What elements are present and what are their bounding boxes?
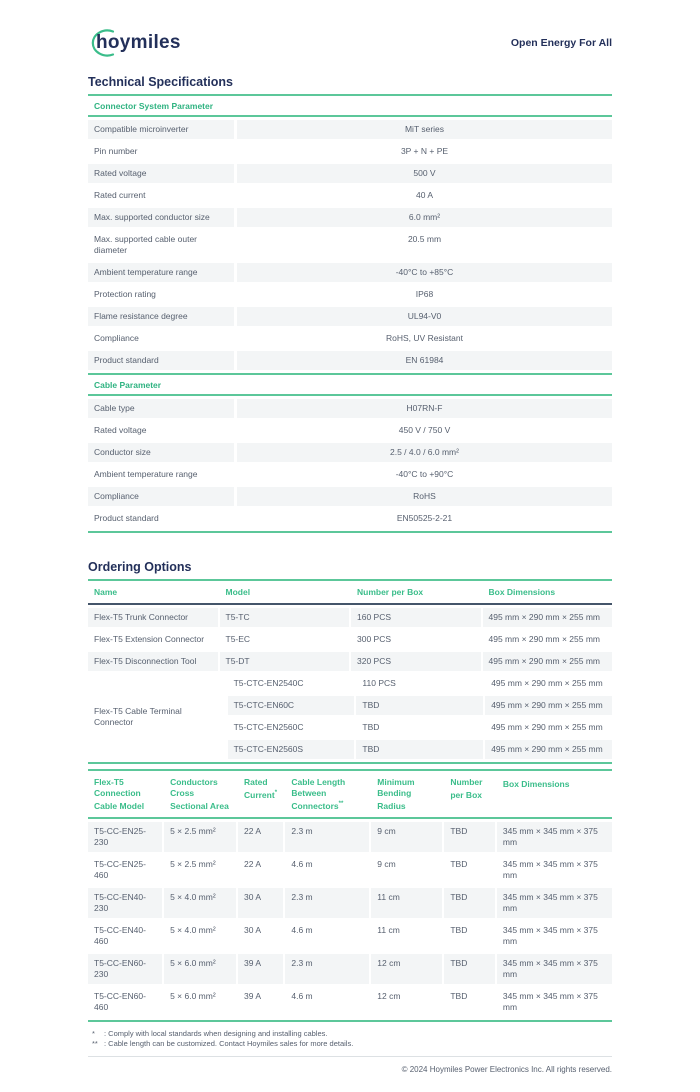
cell: TBD [444,954,495,984]
cell-name-merged: Flex-T5 Cable Terminal Connector [94,705,182,727]
spec-label: Conductor size [88,443,234,462]
cell: T5-CC-EN40-230 [88,888,162,918]
column-header-min-bending-radius: Minimum Bending Radius [377,777,415,811]
cell: 30 A [238,888,283,918]
page-header [88,26,612,60]
cell: 11 cm [371,888,442,918]
copyright-text: © 2024 Hoymiles Power Electronics Inc. All rights reserved. [401,1064,612,1074]
table-row [228,718,612,737]
cell: TBD [450,858,468,869]
spec-value: IP68 [415,289,434,299]
tech-specs-heading: Technical Specifications [88,75,233,89]
spec-row [88,307,612,326]
table-row [228,696,612,715]
spec-value: 3P + N + PE [400,146,449,156]
spec-row [88,509,612,528]
ordering-table-connection-cables [88,769,612,1022]
cell: TBD [450,990,468,1001]
spec-label: Cable type [88,399,234,418]
cell: 4.6 m [291,990,313,1001]
cell: 345 mm × 345 mm × 375 mm [497,822,612,852]
cell-model: T5-TC [220,608,350,627]
cell: 2.3 m [285,822,369,852]
cell-model: T5-DT [220,652,350,671]
cell: 39 A [238,954,283,984]
spec-label: Product standard [88,351,234,370]
table-row [88,987,612,1017]
table-row [88,888,612,918]
spec-row [88,487,612,506]
spec-value: MiT series [237,120,612,139]
cell: 5 × 2.5 mm² [164,822,236,852]
spec-value: RoHS [237,487,612,506]
spec-row [88,263,612,282]
column-header-number-per-box: Number per Box [450,777,483,800]
spec-row [88,208,612,227]
spec-value: 6.0 mm² [237,208,612,227]
cell-model: T5-CTC-EN2560S [228,740,355,759]
cell-qty: TBD [356,740,483,759]
footnote [88,1029,612,1039]
spec-label: Compliance [88,487,234,506]
spec-label: Rated current [94,190,146,200]
cell: T5-CC-EN25-230 [88,822,162,852]
table-row [88,822,612,852]
cell-dims: 495 mm × 290 mm × 255 mm [491,722,603,732]
table-row [88,652,612,671]
spec-value: -40°C to +85°C [237,263,612,282]
cell: 39 A [243,990,262,1001]
cell-qty: 160 PCS [351,608,481,627]
spec-row [88,443,612,462]
spec-value: 500 V [237,164,612,183]
section-header-connector: Connector System Parameter [88,94,612,117]
cell: 9 cm [377,858,396,869]
spec-value: 40 A [415,190,434,200]
spec-label: Protection rating [94,289,156,299]
cell: 5 × 6.0 mm² [164,954,236,984]
spec-row [88,285,612,304]
cell-name: Flex-T5 Disconnection Tool [88,652,218,671]
cell-dims: 495 mm × 290 mm × 255 mm [485,740,612,759]
column-header-model: Model [225,587,251,597]
spec-label: Max. supported conductor size [88,208,234,227]
cell-qty: 300 PCS [357,634,392,644]
spec-label: Compliance [94,333,139,343]
cell: T5-CC-EN25-460 [94,858,146,880]
cell: 5 × 6.0 mm² [170,990,216,1001]
tech-specs-table [88,94,612,533]
cell: T5-CC-EN40-460 [94,924,146,946]
section-header-cable: Cable Parameter [88,373,612,396]
table-row [88,630,612,649]
table-row [228,674,612,693]
spec-label: Flame resistance degree [88,307,234,326]
cell-dims: 495 mm × 290 mm × 255 mm [483,608,613,627]
spec-value: H07RN-F [237,399,612,418]
cell: 2.3 m [285,954,369,984]
column-header-box-dimensions: Box Dimensions [488,587,556,597]
cell: TBD [444,888,495,918]
column-header-cable-model: Flex-T5 Connection Cable Model [94,777,145,811]
cell: 5 × 4.0 mm² [164,888,236,918]
cell: 30 A [243,924,262,935]
spec-label: Product standard [94,513,159,523]
spec-row [88,329,612,348]
table-row [88,954,612,984]
cell: TBD [450,924,468,935]
ordering-options-heading: Ordering Options [88,560,192,574]
cell: 4.6 m [291,924,313,935]
spec-row [88,351,612,370]
footnote-text: : Comply with local standards when designing and installing cables. [104,1028,328,1038]
column-header-name: Name [94,587,118,597]
cell-qty: TBD [362,722,380,732]
spec-label: Rated voltage [88,164,234,183]
merged-subrows [228,674,612,759]
spec-value: -40°C to +90°C [395,469,454,479]
cell-dims: 495 mm × 290 mm × 255 mm [491,678,603,688]
spec-value: 450 V / 750 V [398,425,451,435]
cell: T5-CC-EN60-230 [88,954,162,984]
column-header-box-dimensions: Box Dimensions [502,778,570,789]
table-row-group-cable-terminal-connector [88,674,612,759]
spec-value: 2.5 / 4.0 / 6.0 mm² [237,443,612,462]
logo-text: hoymiles [96,32,181,53]
spec-label: Max. supported cable outer diameter [94,234,198,255]
cell-model: T5-EC [225,634,251,644]
ordering-table2-header [88,771,612,819]
column-header-cable-length: Cable Length Between Connectors** [291,777,346,811]
cell: 345 mm × 345 mm × 375 mm [502,990,598,1012]
cell-dims: 495 mm × 290 mm × 255 mm [483,652,613,671]
table-row [88,855,612,885]
spec-value: 20.5 mm [407,234,442,244]
spec-value: RoHS, UV Resistant [386,333,463,343]
ordering-table1-header [88,581,612,605]
cell: 345 mm × 345 mm × 375 mm [497,888,612,918]
cell: 345 mm × 345 mm × 375 mm [497,954,612,984]
cell: 4.6 m [291,858,313,869]
cell-model: T5-CTC-EN2540C [233,678,304,688]
cell: T5-CC-EN60-460 [94,990,146,1012]
spec-row [88,465,612,484]
cell: TBD [444,822,495,852]
cable-parameter-section [88,373,612,531]
column-header-cross-sectional-area: Conductors Cross Sectional Area [170,777,229,811]
hoymiles-logo [88,26,181,60]
spec-row [88,421,612,440]
footnote-text: : Cable length can be customized. Contact Hoymiles sales for more details. [104,1038,354,1048]
spec-label: Ambient temperature range [88,263,234,282]
footnote [88,1039,612,1049]
cell: 22 A [243,858,262,869]
cell-name: Flex-T5 Extension Connector [94,634,205,644]
column-header-number-per-box: Number per Box [357,587,424,597]
cell: 345 mm × 345 mm × 375 mm [502,924,598,946]
spec-row [88,142,612,161]
cell: 11 cm [377,924,400,935]
spec-row [88,120,612,139]
table-row [88,608,612,627]
ordering-table-connectors [88,579,612,764]
cell: 345 mm × 345 mm × 375 mm [502,858,598,880]
cell-dims: 495 mm × 290 mm × 255 mm [488,634,600,644]
spec-label: Ambient temperature range [94,469,198,479]
cell-model: T5-CTC-EN60C [228,696,355,715]
cell: 9 cm [371,822,442,852]
footnote-marker: * [92,1028,95,1038]
footnotes [88,1029,612,1049]
cell: 5 × 2.5 mm² [170,858,216,869]
spec-row [88,164,612,183]
spec-value: UL94-V0 [237,307,612,326]
cell-dims: 495 mm × 290 mm × 255 mm [485,696,612,715]
cell-qty: TBD [356,696,483,715]
brand-tagline: Open Energy For All [510,37,612,49]
spec-row [88,186,612,205]
column-header-rated-current: Rated Current* [243,777,278,800]
spec-row [88,399,612,418]
cell-qty: 320 PCS [351,652,481,671]
cell-name: Flex-T5 Trunk Connector [88,608,218,627]
cell: 12 cm [371,954,442,984]
connector-system-section [88,94,612,373]
cell-qty: 110 PCS [362,678,396,688]
cell: 2.3 m [285,888,369,918]
footnote-marker: ** [92,1038,98,1048]
cell: 12 cm [377,990,401,1001]
footer-divider [88,1056,612,1057]
cell-model: T5-CTC-EN2560C [233,722,304,732]
cell: 5 × 4.0 mm² [170,924,216,935]
spec-value: EN50525-2-21 [396,513,453,523]
spec-row [88,230,612,260]
table-row [228,740,612,759]
spec-label: Compatible microinverter [88,120,234,139]
spec-value: EN 61984 [237,351,612,370]
spec-label: Pin number [94,146,138,156]
cell: 22 A [238,822,283,852]
spec-label: Rated voltage [94,425,147,435]
table-row [88,921,612,951]
